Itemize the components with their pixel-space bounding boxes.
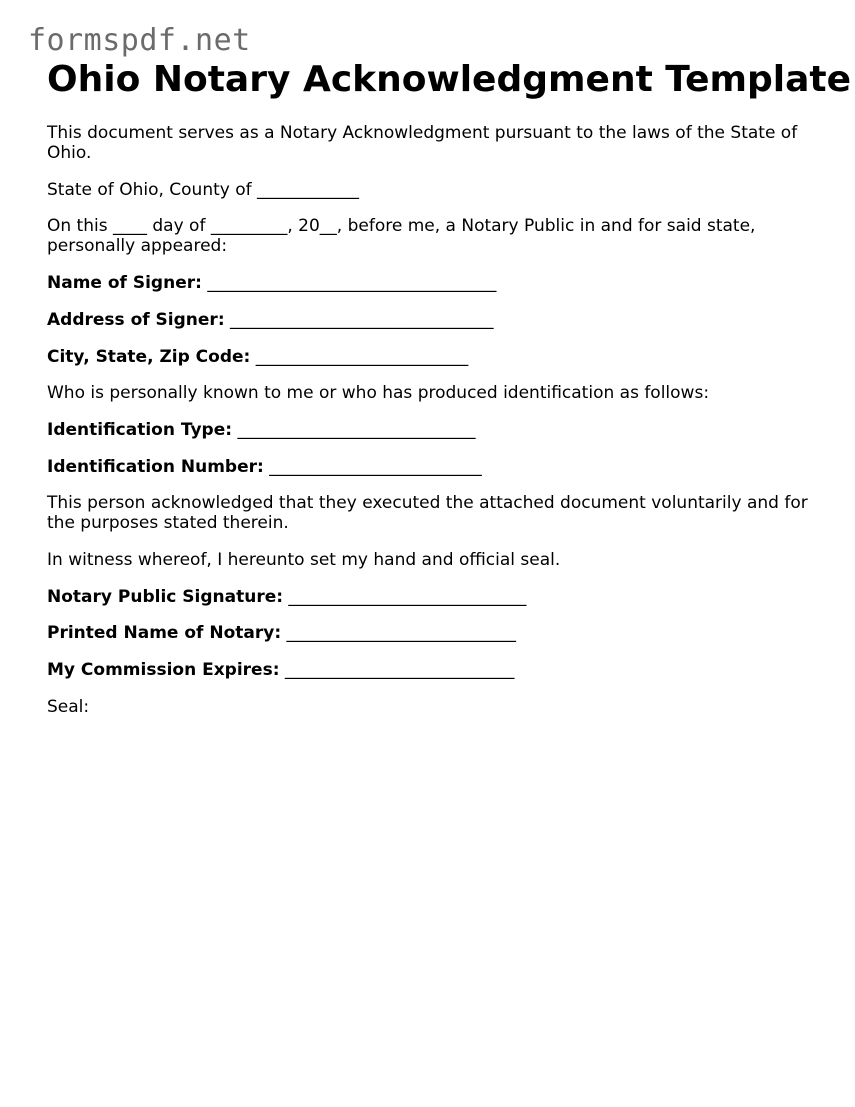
- identification-number-blank[interactable]: _________________________: [263, 457, 482, 477]
- intro-paragraph: This document serves as a Notary Acknowledgment pursuant to the laws of the State of Ohio.: [47, 123, 798, 163]
- commission-expires-blank[interactable]: ___________________________: [279, 660, 515, 680]
- signer-name-label: Name of Signer:: [47, 273, 202, 293]
- signer-address-label: Address of Signer:: [47, 310, 225, 330]
- identification-number-label: Identification Number:: [47, 457, 264, 477]
- acknowledgment-paragraph: This person acknowledged that they executed the attached document voluntarily and for the purposes stated therein.: [47, 493, 808, 533]
- signer-address-blank[interactable]: _______________________________: [224, 310, 494, 330]
- notary-printed-name-label: Printed Name of Notary:: [47, 623, 282, 643]
- witness-paragraph: In witness whereof, I hereunto set my hand and official seal.: [47, 550, 561, 570]
- commission-expires-field[interactable]: [47, 660, 514, 680]
- identification-number-field[interactable]: [47, 457, 482, 477]
- identification-intro: Who is personally known to me or who has produced identification as follows:: [47, 383, 710, 403]
- signer-city-label: City, State, Zip Code:: [47, 347, 251, 367]
- signer-address-field[interactable]: [47, 310, 494, 330]
- notary-printed-name-blank[interactable]: ___________________________: [281, 623, 517, 643]
- document-title: Ohio Notary Acknowledgment Template: [47, 59, 852, 100]
- signer-name-field[interactable]: [47, 273, 496, 293]
- notary-printed-name-field[interactable]: [47, 623, 516, 643]
- signer-name-blank[interactable]: __________________________________: [201, 273, 497, 293]
- county-line: State of Ohio, County of ____________: [47, 180, 360, 200]
- identification-type-blank[interactable]: ____________________________: [232, 420, 476, 440]
- notary-signature-blank[interactable]: ____________________________: [283, 587, 527, 607]
- seal-label: Seal:: [47, 697, 90, 717]
- commission-expires-label: My Commission Expires:: [47, 660, 280, 680]
- watermark-text: formspdf.net: [28, 23, 251, 58]
- appearance-paragraph: On this ____ day of _________, 20__, before me, a Notary Public in and for said state, personally appeared:: [47, 216, 756, 256]
- identification-type-field[interactable]: [47, 420, 475, 440]
- notary-signature-field[interactable]: [47, 587, 526, 607]
- identification-type-label: Identification Type:: [47, 420, 233, 440]
- notary-signature-label: Notary Public Signature:: [47, 587, 284, 607]
- signer-city-field[interactable]: [47, 347, 468, 367]
- signer-city-blank[interactable]: _________________________: [250, 347, 469, 367]
